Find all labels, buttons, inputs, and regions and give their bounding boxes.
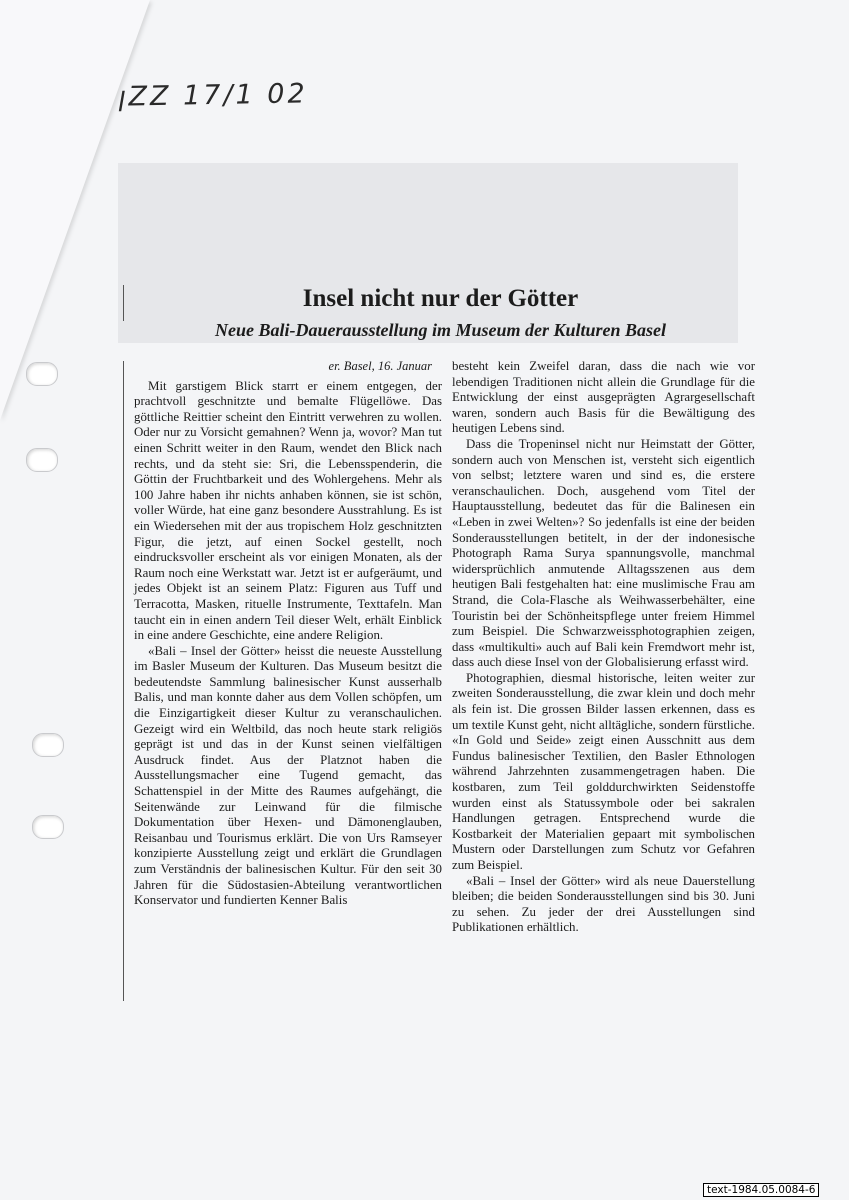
margin-rule	[123, 361, 124, 1001]
punch-hole	[32, 815, 64, 839]
paragraph: «Bali – Insel der Götter» heisst die neueste Ausstellung im Basler Museum der Kulturen. Das Museum besitzt die bedeutendste Sammlung balinesischer Kunst ausserhalb Balis, und man konnte daher aus dem Vollen schöpfen, um die Einzigartigkeit dieser Kultur zu veranschaulichen. Gezeigt wird ein Weltbild, das noch heute stark religiös geprägt ist und das in der Kunst seinen vielfältigen Ausdruck findet. Aus der Platznot haben die Ausstellungsmacher eine Tugend gemacht, das Schattenspiel in der Mitte des Raumes aufgehängt, die Seitenwände zur Leinwand für die filmische Dokumentation über Hexen- und Dämonenglauben, Reisanbau und Tourismus erklärt. Die von Urs Ramseyer konzipierte Ausstellung zeigt und erklärt die Grundlagen zum Verständnis der balinesischen Kultur. Für den seit 30 Jahren für die Südostasien-Abteilung verantwortlichen Konservator und fundierten Kenner Balis	[134, 643, 442, 908]
column-right	[452, 359, 755, 936]
punch-hole	[26, 448, 58, 472]
paragraph: Dass die Tropeninsel nicht nur Heimstatt der Götter, sondern auch von Menschen ist, versteht sich eigentlich von selbst; letztere waren und sind es, die erstere veranschaulichen. Doch, ausgehend vom Titel der Hauptausstellung, bedeutet das für die Balinesen ein «Leben in zwei Welten»? So jedenfalls ist eine der beiden Sonderausstellungen betitelt, in der der indonesische Photograph Rama Surya spannungsvolle, manchmal widersprüchlich anmutende Alltagsszenen aus dem heutigen Bali festgehalten hat: eine muslimische Frau am Strand, die Cola-Flasche als Weihwasserbehälter, eine Touristin bei der Schönheitspflege unter freiem Himmel zum Beispiel. Die Schwarzweissphotographien zeigen, dass «multikulti» auch auf Bali kein Fremdwort mehr ist, dass auch diese Insel von der Globalisierung erfasst wird.	[452, 436, 755, 670]
archive-label: text-1984.05.0084-6	[703, 1183, 819, 1197]
article-title: Insel nicht nur der Götter	[302, 285, 579, 312]
newspaper-clipping	[123, 283, 758, 1003]
column-left	[134, 359, 442, 909]
punch-hole	[32, 733, 64, 757]
punch-hole	[26, 362, 58, 386]
handwritten-date-note: ꞁZZ 17/1 02	[117, 78, 308, 113]
article-subtitle: Neue Bali-Dauerausstellung im Museum der Kulturen Basel	[214, 320, 667, 340]
dateline: er. Basel, 16. Januar	[328, 359, 432, 373]
paragraph: Photographien, diesmal historische, leiten weiter zur zweiten Sonderausstellung, die zwar klein und doch mehr als fein ist. Die grossen Bilder lassen erkennen, dass es um textile Kunst geht, nicht alltägliche, sondern fürstliche. «In Gold und Seide» zeigt einen Ausschnitt aus dem Fundus balinesischer Textilien, den Basler Ethnologen während Jahrzehnten zusammengetragen haben. Die kostbaren, zum Teil golddurchwirkten Seidenstoffe wurden einst als Statussymbole oder bei sakralen Handlungen getragen. Entsprechend wurde die Kostbarkeit der Materialien gepaart mit symbolischen Mustern oder Darstellungen zum Schutz vor Gefahren zum Beispiel.	[452, 670, 755, 872]
paragraph: besteht kein Zweifel daran, dass die nach wie vor lebendigen Traditionen nicht allein die Grundlage für die Entwicklung der einst ausgeprägten Agrargesellschaft waren, sondern auch Basis für die Bewältigung des heutigen Lebens sind.	[452, 359, 755, 436]
paragraph: «Bali – Insel der Götter» wird als neue Dauerstellung bleiben; die beiden Sonderausstellungen sind bis 30. Juni zu sehen. Zu jeder der drei Ausstellungen sind Publikationen erhältlich.	[452, 873, 755, 935]
paragraph: Mit garstigem Blick starrt er einem entgegen, der prachtvoll geschnitzte und bemalte Flügellöwe. Das göttliche Reittier scheint den Eintritt verwehren zu wollen. Oder nur zu Vorsicht gemahnen? Wenn ja, wovor? Man tut einen Schritt weiter in den Raum, wendet den Blick nach rechts, und da steht sie: Sri, die Lebensspenderin, die Göttin der Fruchtbarkeit und des Wohlergehens. Mehr als 100 Jahre haben ihr nichts anhaben können, sie ist schön, voller Würde, hat eine ganz besondere Ausstrahlung. Es ist ein Wiedersehen mit der aus tropischem Holz geschnitzten Figur, die jetzt, auf einen Sockel gestellt, noch eindrucksvoller erscheint als vor einigen Monaten, als der Raum noch eine Werkstatt war. Jetzt ist er aufgeräumt, und jedes Objekt ist an seinem Platz: Figuren aus Tuff und Terracotta, Masken, rituelle Instrumente, Texttafeln. Man taucht ein in einen andern Teil dieser Welt, erhält Einblick in eine andere Geschichte, eine andere Religion.	[134, 378, 442, 643]
